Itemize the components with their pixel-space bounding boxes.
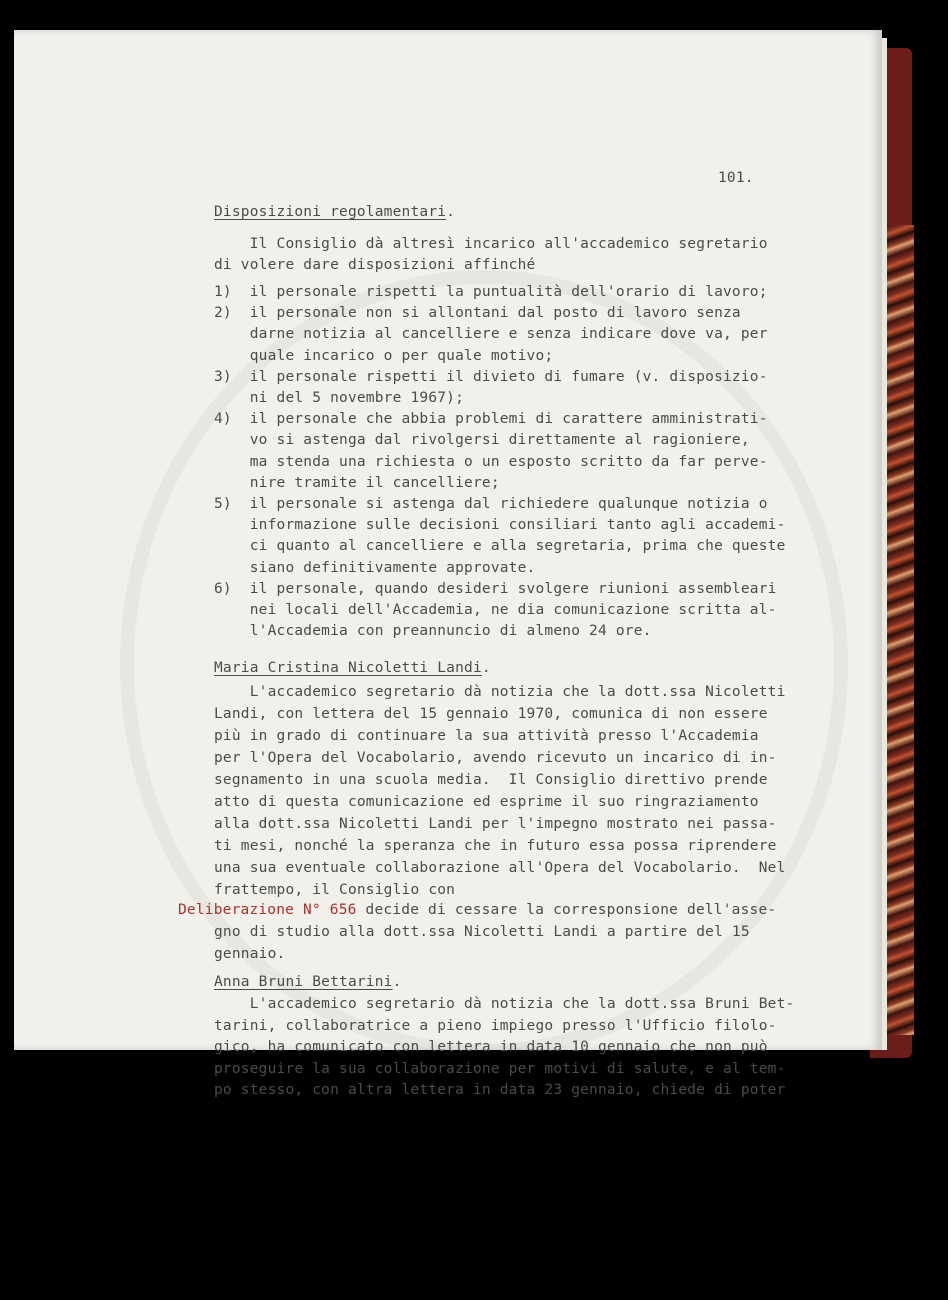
section-heading-disposizioni bbox=[214, 204, 455, 220]
paragraph-line: gno di studio alla dott.ssa Nicoletti Landi a partire del 15 bbox=[214, 924, 750, 940]
list-item-2-line: darne notizia al cancelliere e senza indicare dove va, per bbox=[214, 326, 768, 343]
list-item-4-line: vo si astenga dal rivolgersi direttamente al ragioniere, bbox=[214, 432, 750, 449]
heading-text: Disposizioni regolamentari bbox=[214, 204, 447, 220]
list-item-4-line: 4) il personale che abbia problemi di carattere amministrati- bbox=[214, 411, 768, 428]
heading-period: . bbox=[481, 660, 491, 676]
list-item-6-line: 6) il personale, quando desideri svolgere riunioni assembleari bbox=[214, 580, 777, 597]
list-item-4-line: nire tramite il cancelliere; bbox=[214, 474, 500, 491]
paragraph-line: gico, ha comunicato con lettera in data 10 gennaio che non può bbox=[214, 1039, 768, 1055]
list-item-4-line: ma stenda una richiesta o un esposto scritto da far perve- bbox=[214, 453, 768, 470]
paragraph-line: L'accademico segretario dà notizia che la dott.ssa Bruni Bet- bbox=[214, 996, 795, 1012]
list-item-5-line: informazione sulle decisioni consiliari tanto agli accademi- bbox=[214, 517, 786, 534]
intro-line: di volere dare disposizioni affinché bbox=[214, 257, 536, 274]
paragraph-line: gennaio. bbox=[214, 946, 286, 962]
paragraph-line: frattempo, il Consiglio con bbox=[214, 882, 456, 898]
list-item-5-line: 5) il personale si astenga dal richiedere qualunque notizia o bbox=[214, 496, 768, 512]
heading-text: Anna Bruni Bettarini bbox=[214, 974, 393, 990]
section-heading-bettarini bbox=[214, 974, 402, 990]
list-item-1-line: 1) il personale rispetti la puntualità dell'orario di lavoro; bbox=[214, 284, 768, 300]
paragraph-line: po stesso, con altra lettera in data 23 gennaio, chiede di poter bbox=[214, 1082, 786, 1098]
marbled-edge bbox=[884, 225, 914, 1035]
deliberation-label: Deliberazione N° 656 bbox=[178, 902, 357, 918]
list-item-3-line: 3) il personale rispetti il divieto di fumare (v. disposizio- bbox=[214, 368, 768, 385]
paragraph-line: più in grado di continuare la sua attività presso l'Accademia bbox=[214, 728, 759, 744]
paragraph-line: Landi, con lettera del 15 gennaio 1970, comunica di non essere bbox=[214, 706, 768, 722]
paragraph-line: ti mesi, nonché la speranza che in futuro essa possa riprendere bbox=[214, 838, 777, 854]
heading-period: . bbox=[446, 204, 456, 220]
list-item-6-line: nei locali dell'Accademia, ne dia comunicazione scritta al- bbox=[214, 602, 777, 618]
section-heading-nicoletti bbox=[214, 660, 491, 676]
page-number: 101. bbox=[718, 170, 754, 186]
list-item-2-line: 2) il personale non si allontani dal posto di lavoro senza bbox=[214, 305, 741, 322]
list-item-3-line: ni del 5 novembre 1967); bbox=[214, 390, 465, 406]
paragraph-line: atto di questa comunicazione ed esprime il suo ringraziamento bbox=[214, 794, 759, 810]
paragraph-line: L'accademico segretario dà notizia che la dott.ssa Nicoletti bbox=[214, 684, 786, 700]
deliberation-line bbox=[178, 902, 776, 918]
paragraph-line: per l'Opera del Vocabolario, avendo ricevuto un incarico di in- bbox=[214, 750, 777, 766]
heading-text: Maria Cristina Nicoletti Landi bbox=[214, 660, 482, 676]
intro-line: Il Consiglio dà altresì incarico all'accademico segretario bbox=[214, 236, 768, 252]
list-item-5-line: ci quanto al cancelliere e alla segretaria, prima che queste bbox=[214, 538, 786, 555]
paragraph-line: tarini, collaboratrice a pieno impiego presso l'Ufficio filolo- bbox=[214, 1017, 777, 1034]
heading-period: . bbox=[392, 974, 402, 990]
list-item-2-line: quale incarico o per quale motivo; bbox=[214, 347, 554, 364]
paragraph-line: alla dott.ssa Nicoletti Landi per l'impegno mostrato nei passa- bbox=[214, 816, 777, 832]
paragraph-line: una sua eventuale collaborazione all'Opera del Vocabolario. Nel bbox=[214, 860, 786, 876]
paragraph-line: segnamento in una scuola media. Il Consiglio direttivo prende bbox=[214, 772, 768, 788]
list-item-6-line: l'Accademia con preannuncio di almeno 24 ore. bbox=[214, 623, 652, 640]
paragraph-line: proseguire la sua collaborazione per motivi di salute, e al tem- bbox=[214, 1060, 786, 1077]
deliberation-text: decide di cessare la corresponsione dell'asse- bbox=[356, 902, 777, 918]
list-item-5-line: siano definitivamente approvate. bbox=[214, 559, 536, 576]
